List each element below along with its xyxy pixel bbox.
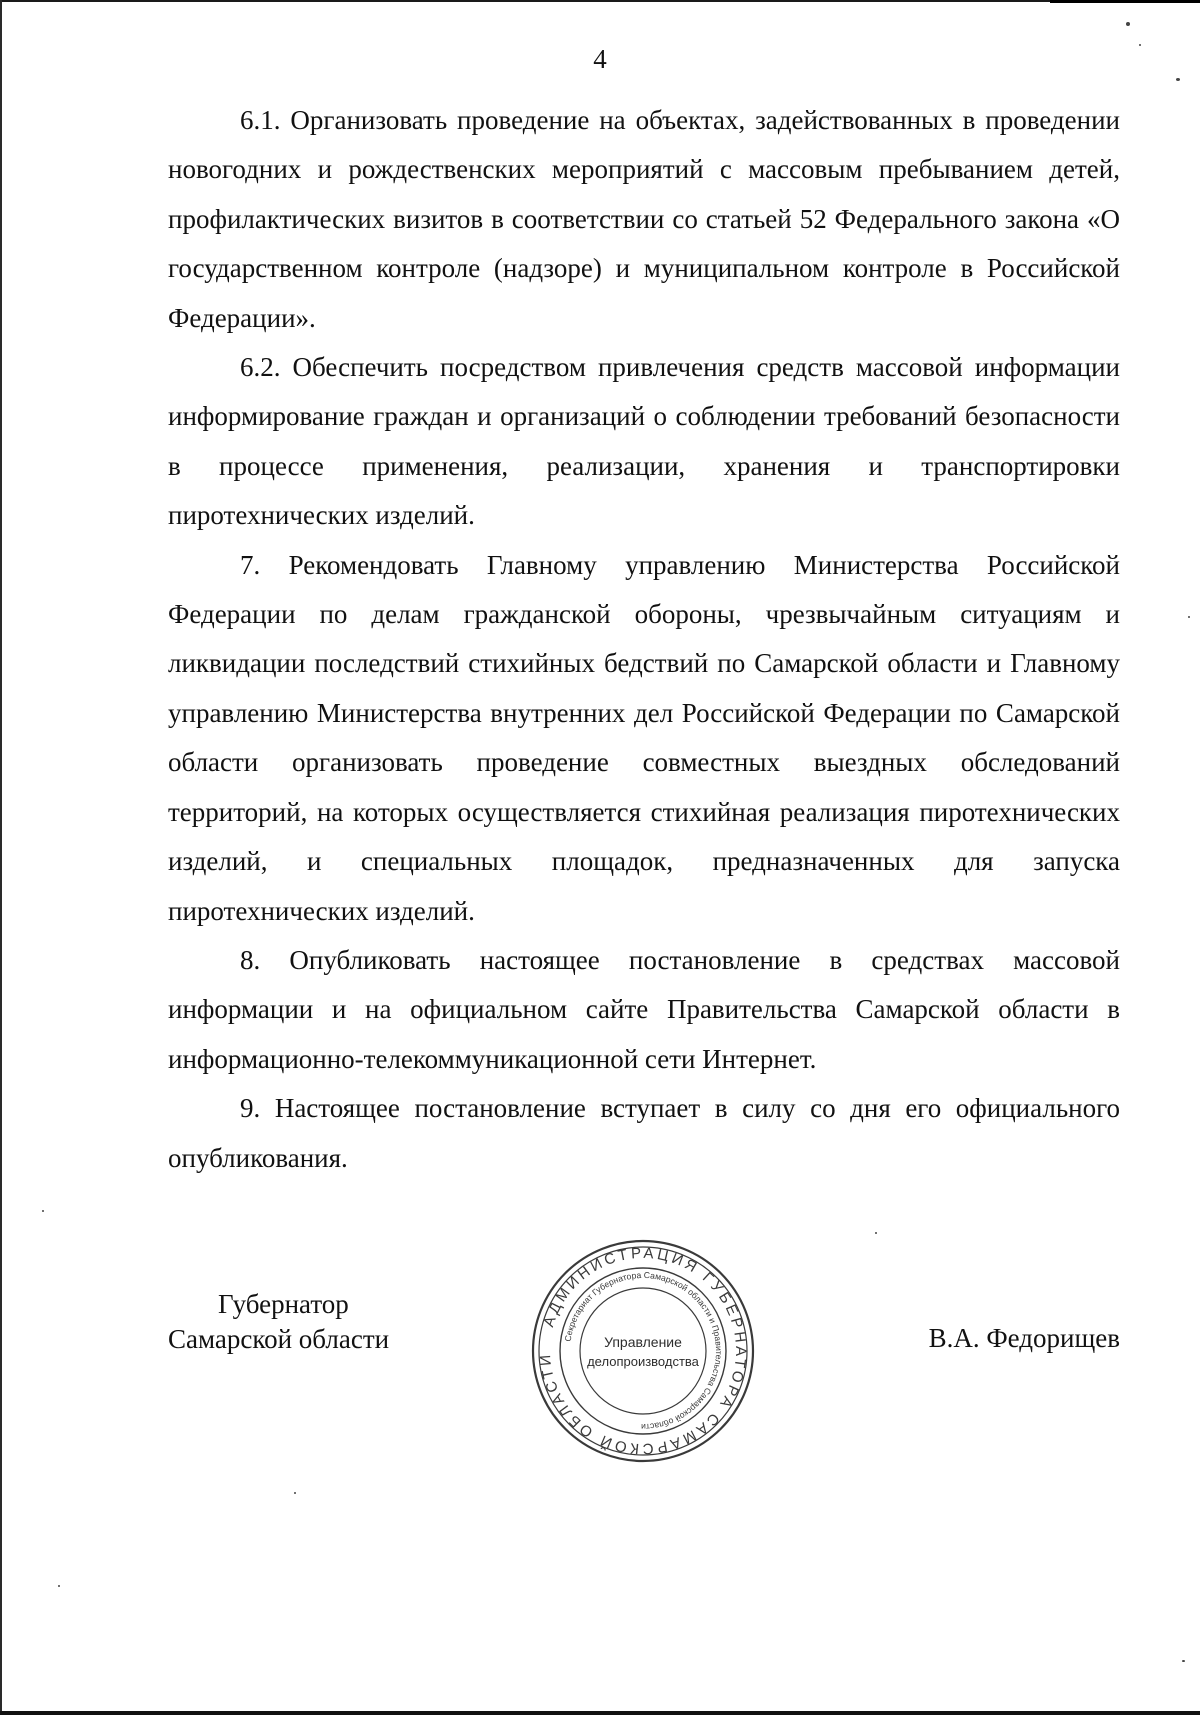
scan-edge-right <box>1050 0 1200 3</box>
paragraph-9: 9. Настоящее постановление вступает в силу со дня его официального опубликования. <box>168 1093 1120 1173</box>
document-body <box>168 96 1120 1183</box>
signatory-title: Губернатор <box>218 1289 349 1319</box>
paragraph-6-2: 6.2. Обеспечить посредством привлечения средств массовой информации информирование граждан и организаций о соблюдении требований безопасности в процессе применения, реализации, хранения и транспортировки пиротехнических изделий. <box>168 352 1120 531</box>
scan-speck <box>58 1585 60 1587</box>
scan-speck <box>1139 44 1141 46</box>
page-number: 4 <box>593 44 607 74</box>
scan-speck <box>294 1492 296 1494</box>
seal-center-line1: Управление <box>604 1334 682 1350</box>
seal-inner-ring-text: Секретариат Губернатора Самарской области и Правительства Самарской области <box>562 1269 725 1433</box>
scan-speck <box>1182 1660 1185 1662</box>
signatory-position <box>168 1287 389 1357</box>
signatory-region: Самарской области <box>168 1324 390 1354</box>
scan-speck <box>1188 616 1190 618</box>
scan-speck <box>1126 22 1130 26</box>
scan-speck <box>875 1232 877 1234</box>
scan-speck <box>42 1210 44 1212</box>
paragraph-6-1: 6.1. Организовать проведение на объектах, задействованных в проведении новогодних и рождественских мероприятий с массовым пребыванием детей, профилактических визитов в соответствии со статьей 52 Федерального закона «О государственном контроле (надзоре) и муниципальном контроле в Российской Федерации». <box>168 105 1120 333</box>
scan-speck <box>1176 78 1180 81</box>
signatory-name: В.А. Федорищев <box>928 1323 1120 1353</box>
scan-edge-top <box>0 0 1200 2</box>
seal-center-line2: делопроизводства <box>587 1354 699 1369</box>
scan-edge-bottom <box>0 1711 1200 1715</box>
paragraph-8: 8. Опубликовать настоящее постановление в средствах массовой информации и на официальном сайте Правительства Самарской области в информационно-телекоммуникационной сети Интернет. <box>168 944 1120 1074</box>
paragraph-7: 7. Рекомендовать Главному управлению Министерства Российской Федерации по делам гражданской обороны, чрезвычайным ситуациям и ликвидации последствий стихийных бедствий по Самарской области и Главному управлению Министерства внутренних дел Российской Федерации по Самарской области организовать проведение совместных выездных обследований территорий, на которых осуществляется стихийная реализация пиротехнических изделий, и специальных площадок, предназначенных для запуска пиротехнических изделий. <box>168 549 1120 926</box>
official-seal-stamp <box>528 1236 758 1466</box>
seal-outer-text: АДМИНИСТРАЦИЯ ГУБЕРНАТОРА САМАРСКОЙ ОБЛАСТИ <box>536 1244 750 1458</box>
scan-edge-left <box>0 0 2 1715</box>
